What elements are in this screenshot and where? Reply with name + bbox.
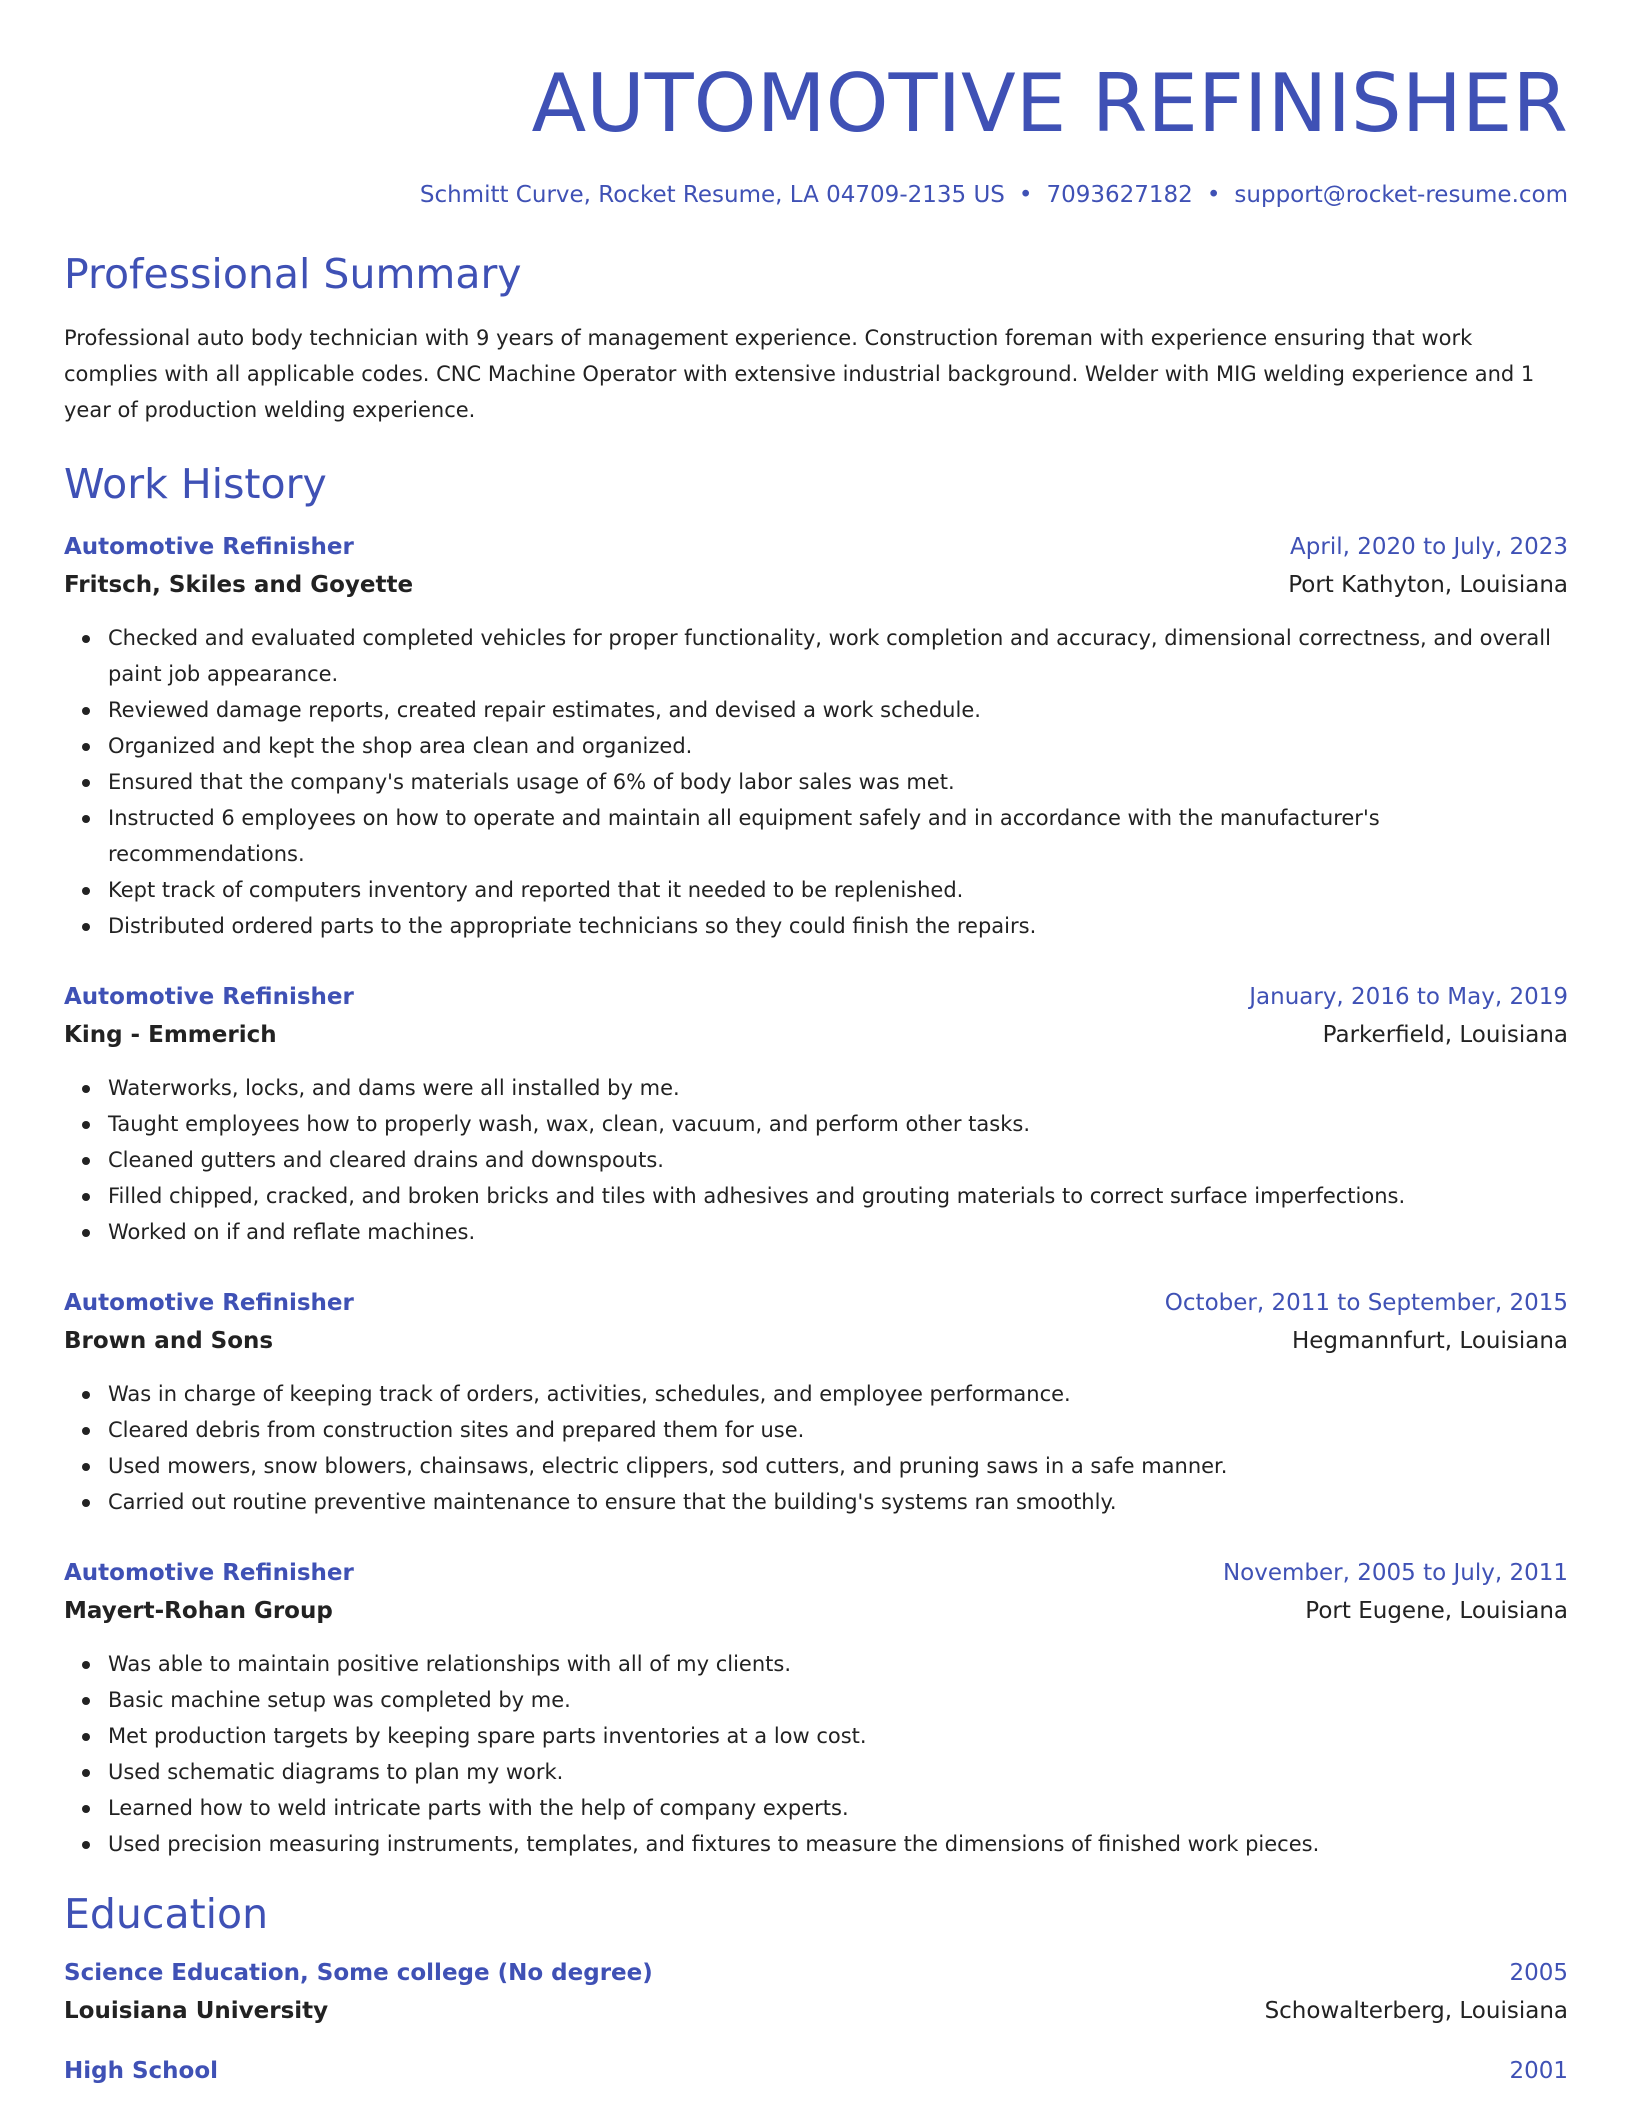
education-heading: Education xyxy=(64,1890,269,1938)
job-duty: Carried out routine preventive maintenance to ensure that the building's systems ran smoothly. xyxy=(108,1484,1568,1520)
contact-separator: • xyxy=(1018,182,1033,208)
job-duty: Worked on if and reflate machines. xyxy=(108,1214,1568,1250)
job-duty: Used mowers, snow blowers, chainsaws, electric clippers, sod cutters, and pruning saws in a safe manner. xyxy=(108,1448,1568,1484)
education-year: 2001 xyxy=(1509,2058,1568,2084)
education-school: Louisiana University xyxy=(64,1998,329,2024)
job-duty: Basic machine setup was completed by me. xyxy=(108,1682,1568,1718)
job-duties-list xyxy=(64,1376,1568,1520)
job-duty: Was able to maintain positive relationships with all of my clients. xyxy=(108,1646,1568,1682)
job-entry xyxy=(64,978,1568,1250)
resume-page xyxy=(64,0,1568,2090)
contact-address: Schmitt Curve, Rocket Resume, LA 04709-2135 US xyxy=(419,182,1005,208)
education-entry xyxy=(64,2052,1568,2090)
contact-phone: 7093627182 xyxy=(1046,182,1193,208)
education-location: Schowalterberg, Louisiana xyxy=(1264,1998,1568,2024)
job-title: Automotive Refinisher xyxy=(64,1290,354,1316)
resume-header xyxy=(64,0,1568,210)
job-duties-list xyxy=(64,620,1568,944)
job-duty: Learned how to weld intricate parts with the help of company experts. xyxy=(108,1790,1568,1826)
job-duty: Filled chipped, cracked, and broken bricks and tiles with adhesives and grouting materials to correct surface imperfections. xyxy=(108,1178,1568,1214)
job-duties-list xyxy=(64,1646,1568,1862)
candidate-name: AUTOMOTIVE REFINISHER xyxy=(531,57,1568,150)
summary-text: Professional auto body technician with 9 years of management experience. Construction foreman with experience ensuring that work complies with all applicable codes. CNC Machine Operator with extensive industrial background. Welder with MIG welding experience and 1 year of production welding experience. xyxy=(64,326,1535,422)
job-entry xyxy=(64,1284,1568,1520)
job-duty: Waterworks, locks, and dams were all installed by me. xyxy=(108,1070,1568,1106)
job-title: Automotive Refinisher xyxy=(64,1560,354,1586)
job-company: Brown and Sons xyxy=(64,1328,274,1354)
job-company: Mayert-Rohan Group xyxy=(64,1598,333,1624)
job-duty: Instructed 6 employees on how to operate and maintain all equipment safely and in accordance with the manufacturer's recommendations. xyxy=(108,800,1568,872)
education-entry xyxy=(64,1954,1568,2030)
job-duty: Used schematic diagrams to plan my work. xyxy=(108,1754,1568,1790)
job-entry xyxy=(64,528,1568,944)
work-history-heading: Work History xyxy=(64,460,327,508)
job-duty: Checked and evaluated completed vehicles for proper functionality, work completion and accuracy, dimensional correctness, and overall paint job appearance. xyxy=(108,620,1568,692)
job-duty: Cleaned gutters and cleared drains and downspouts. xyxy=(108,1142,1568,1178)
job-duty: Met production targets by keeping spare parts inventories at a low cost. xyxy=(108,1718,1568,1754)
job-dates: October, 2011 to September, 2015 xyxy=(1164,1290,1568,1316)
education-degree: High School xyxy=(64,2058,219,2084)
job-duty: Organized and kept the shop area clean and organized. xyxy=(108,728,1568,764)
job-duty: Used precision measuring instruments, templates, and fixtures to measure the dimensions of finished work pieces. xyxy=(108,1826,1568,1862)
job-duty: Ensured that the company's materials usage of 6% of body labor sales was met. xyxy=(108,764,1568,800)
job-location: Port Kathyton, Louisiana xyxy=(1288,572,1568,598)
job-dates: January, 2016 to May, 2019 xyxy=(1249,984,1568,1010)
job-title: Automotive Refinisher xyxy=(64,984,354,1010)
contact-email[interactable]: support@rocket-resume.com xyxy=(1234,182,1568,208)
job-location: Hegmannfurt, Louisiana xyxy=(1291,1328,1568,1354)
job-title: Automotive Refinisher xyxy=(64,534,354,560)
job-duty: Kept track of computers inventory and reported that it needed to be replenished. xyxy=(108,872,1568,908)
job-duty: Cleared debris from construction sites and prepared them for use. xyxy=(108,1412,1568,1448)
job-location: Parkerfield, Louisiana xyxy=(1322,1022,1568,1048)
contact-separator: • xyxy=(1206,182,1221,208)
job-location: Port Eugene, Louisiana xyxy=(1305,1598,1568,1624)
job-duties-list xyxy=(64,1070,1568,1250)
job-duty: Distributed ordered parts to the appropriate technicians so they could finish the repairs. xyxy=(108,908,1568,944)
job-duty: Was in charge of keeping track of orders, activities, schedules, and employee performance. xyxy=(108,1376,1568,1412)
job-company: Fritsch, Skiles and Goyette xyxy=(64,572,414,598)
job-duty: Reviewed damage reports, created repair estimates, and devised a work schedule. xyxy=(108,692,1568,728)
job-dates: April, 2020 to July, 2023 xyxy=(1290,534,1568,560)
education-year: 2005 xyxy=(1509,1960,1568,1986)
contact-line xyxy=(64,180,1568,210)
summary-heading: Professional Summary xyxy=(64,250,522,298)
job-company: King - Emmerich xyxy=(64,1022,277,1048)
job-entry xyxy=(64,1554,1568,1862)
education-degree: Science Education, Some college (No degree) xyxy=(64,1960,653,1986)
job-dates: November, 2005 to July, 2011 xyxy=(1222,1560,1568,1586)
job-duty: Taught employees how to properly wash, wax, clean, vacuum, and perform other tasks. xyxy=(108,1106,1568,1142)
